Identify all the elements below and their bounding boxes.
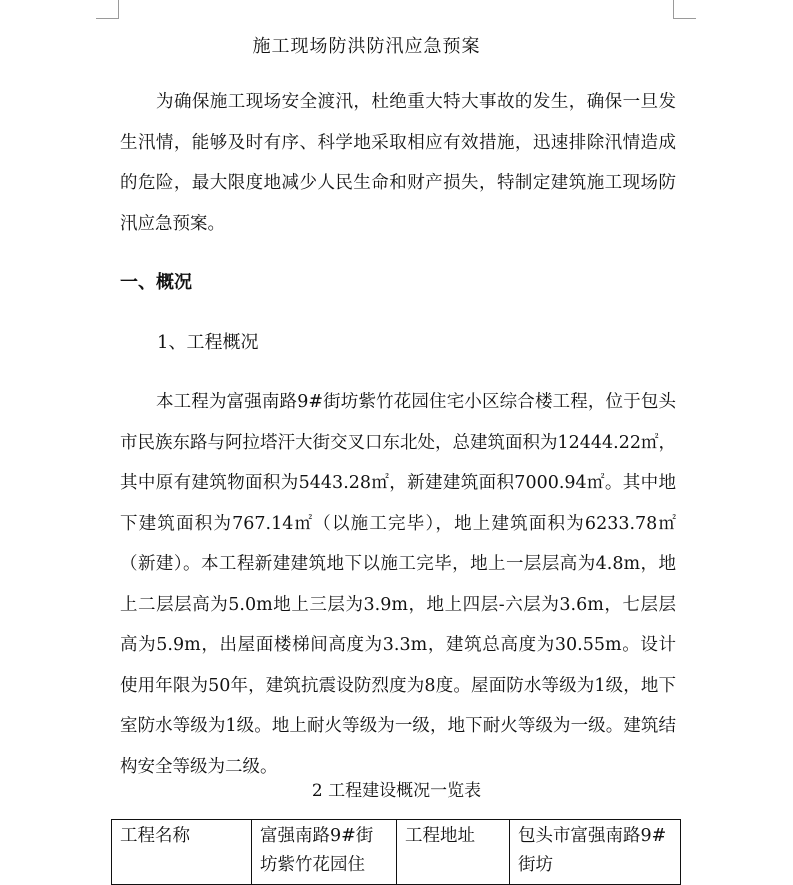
cell-value-project-name: 富强南路9#街坊紫竹花园住 — [252, 820, 397, 885]
subsection-heading-project-overview: 1、工程概况 — [157, 332, 259, 353]
cell-value-project-address: 包头市富强南路9#街坊 — [510, 820, 681, 885]
project-info-table — [111, 819, 681, 885]
cell-label-project-address: 工程地址 — [397, 820, 510, 885]
table-caption: 2 工程建设概况一览表 — [311, 781, 482, 801]
table-row — [112, 820, 681, 885]
cell-label-project-name: 工程名称 — [112, 820, 252, 885]
section-heading-overview: 一、概况 — [120, 272, 192, 293]
project-overview-paragraph: 本工程为富强南路9#街坊紫竹花园住宅小区综合楼工程，位于包头市民族东路与阿拉塔汗大街交叉口东北处，总建筑面积为12444.22㎡，其中原有建筑物面积为5443.28㎡，新建建筑面积7000.94㎡。其中地下建筑面积为767.14㎡（以施工完毕），地上建筑面积为6233.78㎡（新建）。本工程新建建筑地下以施工完毕，地上一层层高为4.8m，地上二层层高为5.0m地上三层为3.9m，地上四层-六层为3.6m，七层层高为5.9m，出屋面楼梯间高度为3.3m，建筑总高度为30.55m。设计使用年限为50年，建筑抗震设防烈度为8度。屋面防水等级为1级，地下室防水等级为1级。地上耐火等级为一级，地下耐火等级为一级。建筑结构安全等级为二级。 — [120, 392, 676, 777]
page-corner-mark-left — [96, 0, 119, 19]
page-corner-mark-right — [673, 0, 696, 19]
intro-paragraph: 为确保施工现场安全渡汛，杜绝重大特大事故的发生，确保一旦发生汛情，能够及时有序、科学地采取相应有效措施，迅速排除汛情造成的危险，最大限度地减少人民生命和财产损失，特制定建筑施工现场防汛应急预案。 — [120, 92, 676, 234]
document-title: 施工现场防洪防汛应急预案 — [252, 36, 481, 57]
